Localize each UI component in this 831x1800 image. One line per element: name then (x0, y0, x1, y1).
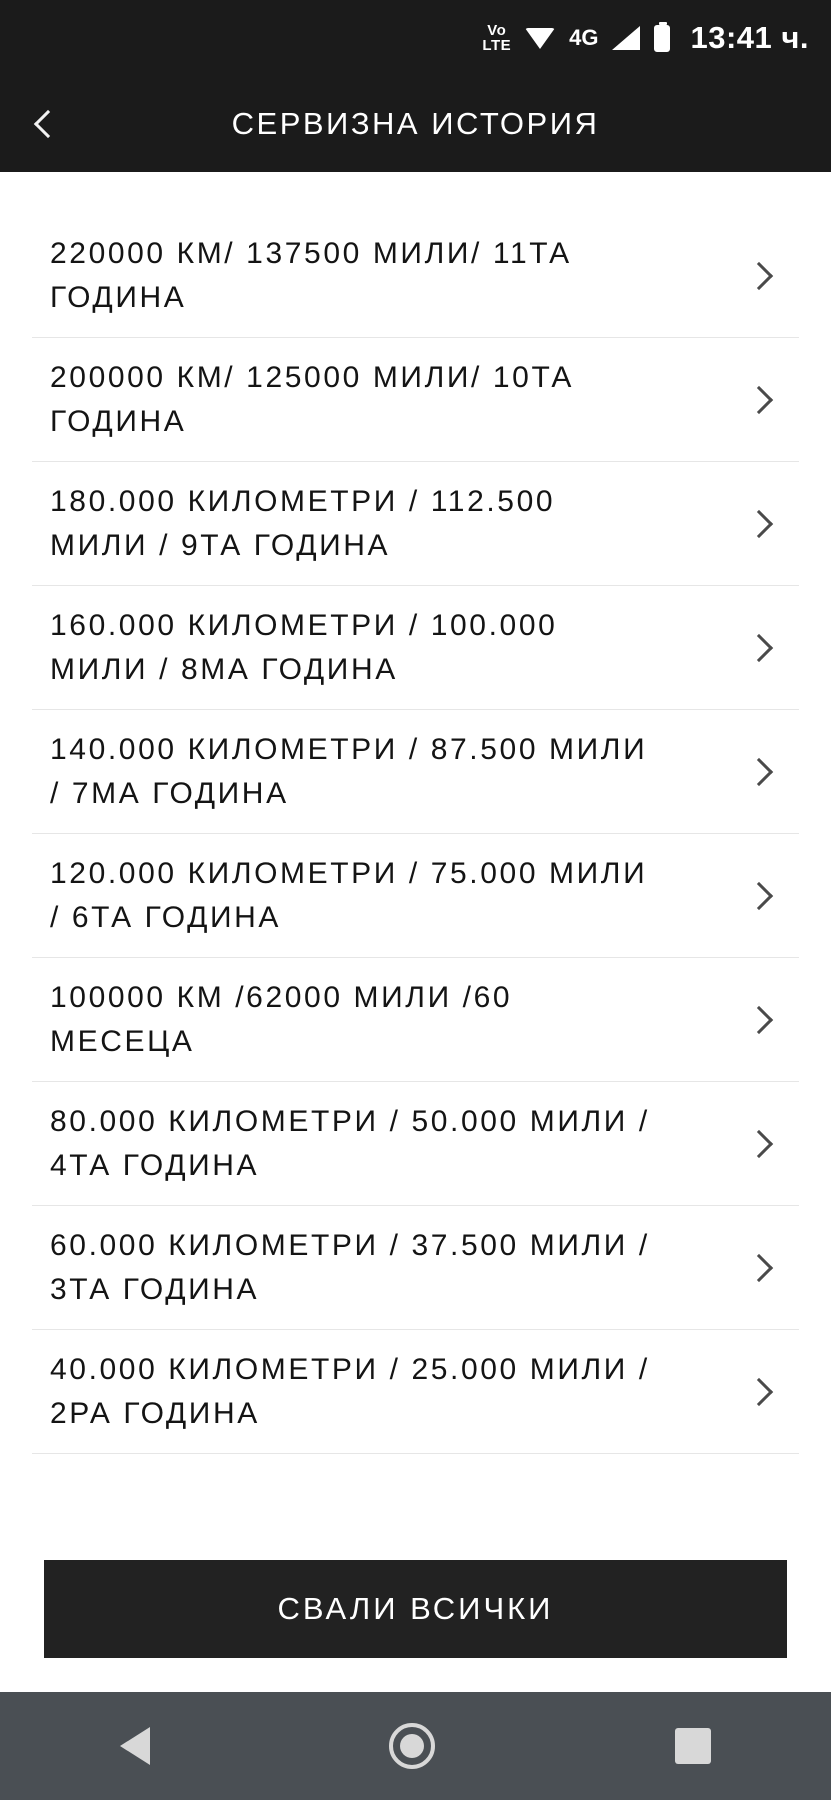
list-item-label: 140.000 КИЛОМЕТРИ / 87.500 МИЛИ / 7МА ГОДИНА (50, 733, 648, 810)
list-item[interactable] (32, 834, 799, 958)
list-item[interactable] (32, 586, 799, 710)
chevron-right-icon (745, 1377, 773, 1405)
network-type-label: 4G (569, 25, 599, 50)
chevron-right-icon (745, 509, 773, 537)
status-clock: 13:41 ч. (690, 20, 809, 55)
volte-icon-bottom: LTE (482, 37, 512, 54)
system-navigation-bar (0, 1692, 831, 1800)
list-item-label: 120.000 КИЛОМЕТРИ / 75.000 МИЛИ / 6ТА ГОДИНА (50, 857, 648, 934)
status-bar (0, 0, 831, 76)
chevron-right-icon (745, 881, 773, 909)
chevron-right-icon (745, 633, 773, 661)
chevron-right-icon (745, 1129, 773, 1157)
chevron-right-icon (745, 757, 773, 785)
battery-icon (654, 25, 670, 52)
page-title: СЕРВИЗНА ИСТОРИЯ (231, 106, 600, 141)
list-item[interactable] (32, 462, 799, 586)
list-item-label: 200000 КМ/ 125000 МИЛИ/ 10ТА ГОДИНА (50, 361, 575, 438)
list-item[interactable] (32, 710, 799, 834)
list-item[interactable] (32, 338, 799, 462)
nav-back-icon[interactable] (120, 1727, 150, 1765)
service-history-list (0, 214, 831, 1454)
list-item-label: 180.000 КИЛОМЕТРИ / 112.500 МИЛИ / 9ТА ГОДИНА (50, 485, 556, 562)
chevron-right-icon (745, 261, 773, 289)
list-item-label: 160.000 КИЛОМЕТРИ / 100.000 МИЛИ / 8МА ГОДИНА (50, 609, 558, 686)
volte-icon (482, 23, 511, 53)
list-item-label: 60.000 КИЛОМЕТРИ / 37.500 МИЛИ / 3ТА ГОДИНА (50, 1229, 650, 1306)
download-all-button[interactable]: СВАЛИ ВСИЧКИ (44, 1560, 787, 1658)
list-item-label: 220000 КМ/ 137500 МИЛИ/ 11ТА ГОДИНА (50, 237, 572, 314)
nav-home-icon[interactable] (389, 1723, 435, 1769)
chevron-right-icon (745, 385, 773, 413)
list-item[interactable] (32, 1082, 799, 1206)
wifi-icon (525, 26, 555, 50)
list-item-label: 100000 КМ /62000 МИЛИ /60 МЕСЕЦА (50, 981, 513, 1058)
nav-recents-icon[interactable] (675, 1728, 711, 1764)
volte-icon-top: Vo (487, 22, 507, 39)
app-bar (0, 76, 831, 172)
service-history-list-container[interactable] (0, 172, 831, 1534)
back-button[interactable] (0, 76, 90, 172)
list-item[interactable] (32, 214, 799, 338)
status-icons (482, 20, 809, 56)
chevron-left-icon (34, 110, 62, 138)
signal-icon (612, 26, 640, 50)
list-item[interactable] (32, 1330, 799, 1454)
list-item[interactable] (32, 1206, 799, 1330)
list-item-label: 40.000 КИЛОМЕТРИ / 25.000 МИЛИ / 2РА ГОДИНА (50, 1353, 650, 1430)
cta-area (0, 1534, 831, 1692)
list-item[interactable] (32, 958, 799, 1082)
chevron-right-icon (745, 1253, 773, 1281)
list-item-label: 80.000 КИЛОМЕТРИ / 50.000 МИЛИ / 4ТА ГОДИНА (50, 1105, 650, 1182)
chevron-right-icon (745, 1005, 773, 1033)
